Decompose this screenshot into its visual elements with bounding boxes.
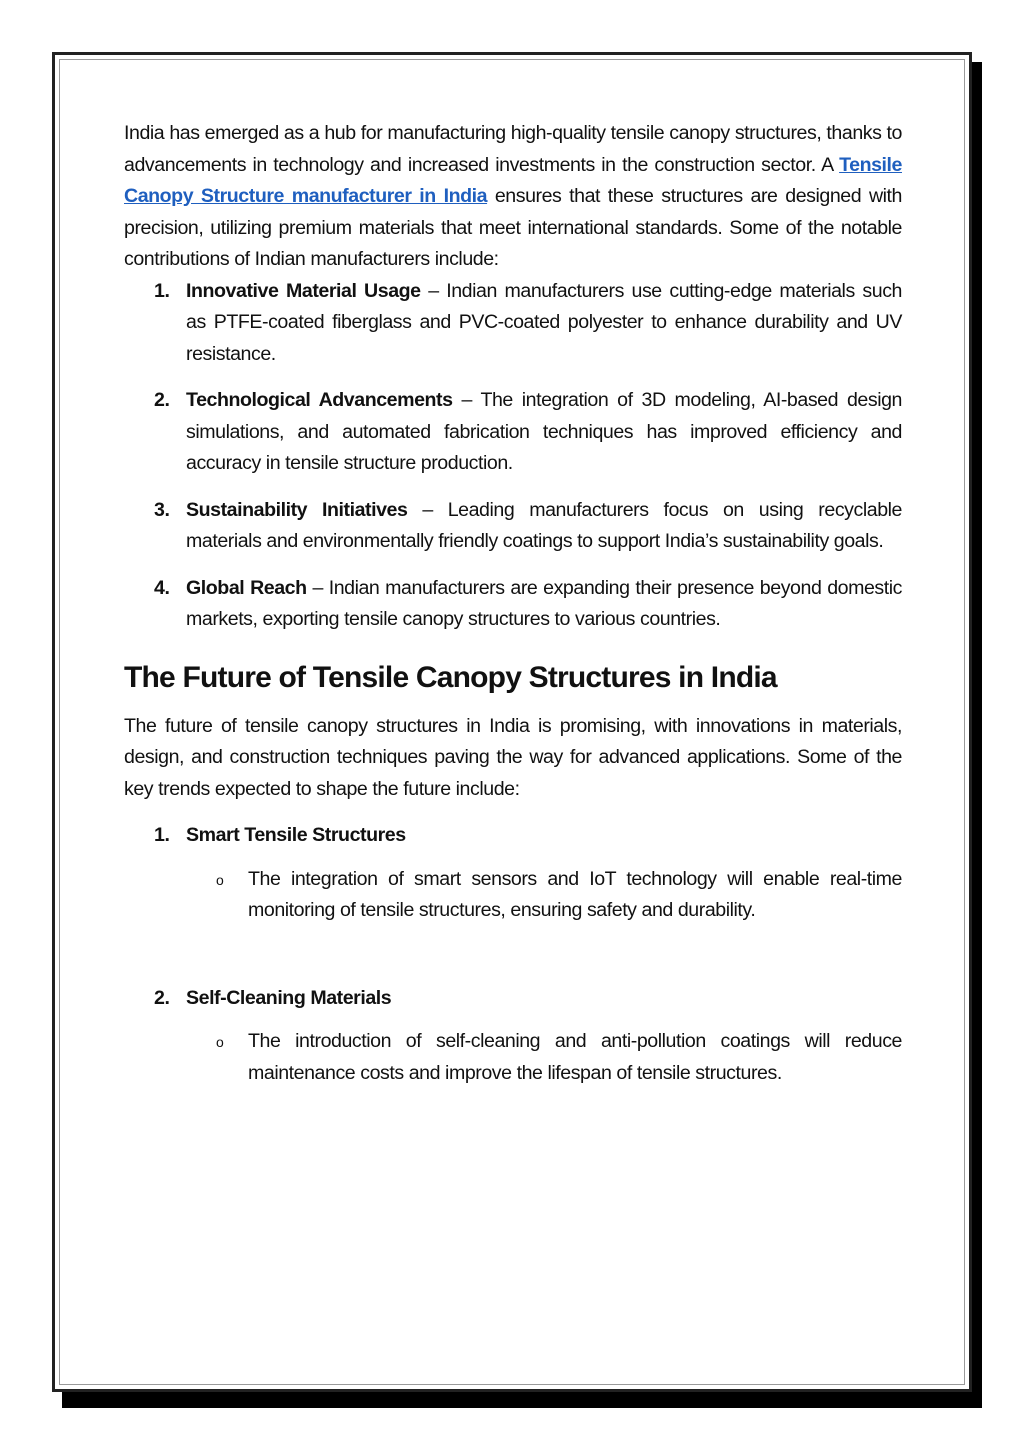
list-item-desc: – Indian manufacturers are expanding their presence beyond domestic markets, exporting tensile canopy structures to various countries. bbox=[186, 576, 902, 630]
intro-paragraph bbox=[124, 118, 902, 276]
list-item-title: Innovative Material Usage bbox=[186, 279, 421, 302]
contributions-list bbox=[124, 276, 902, 636]
list-number: 1. bbox=[154, 279, 170, 302]
list-item-title: Sustainability Initiatives bbox=[186, 498, 408, 521]
list-number: 4. bbox=[154, 576, 170, 599]
list-item bbox=[124, 385, 902, 480]
trend-point bbox=[124, 864, 902, 927]
manufacturer-link[interactable]: Tensile Canopy Structure manufacturer in India bbox=[124, 153, 902, 207]
trend-point bbox=[124, 1026, 902, 1089]
trend-title: Smart Tensile Structures bbox=[186, 824, 406, 846]
list-item bbox=[124, 495, 902, 558]
circle-bullet-icon: o bbox=[216, 1034, 224, 1050]
list-number: 1. bbox=[154, 824, 170, 846]
list-item-desc: – Leading manufacturers focus on using recyclable materials and environmentally friendly coatings to support India’s sustainability goals. bbox=[186, 498, 903, 552]
page-content bbox=[124, 118, 902, 1089]
list-item-desc: – The integration of 3D modeling, AI-based design simulations, and automated fabrication techniques has improved efficiency and accuracy in tensile structure production. bbox=[186, 389, 902, 474]
section-heading: The Future of Tensile Canopy Structures in India bbox=[124, 660, 777, 694]
intro-text-after-link: ensures that these structures are designed with precision, utilizing premium materials that meet international standards. Some of the notable contributions of Indian manufacturers include: bbox=[124, 185, 902, 270]
list-number: 2. bbox=[154, 986, 170, 1009]
trend-point-text: The integration of smart sensors and IoT technology will enable real-time monitoring of tensile structures, ensuring safety and durability. bbox=[248, 867, 902, 921]
trend-point-text: The introduction of self-cleaning and anti-pollution coatings will reduce maintenance costs and improve the lifespan of tensile structures. bbox=[248, 1030, 902, 1084]
list-number: 2. bbox=[154, 389, 170, 411]
list-item-desc: – Indian manufacturers use cutting-edge materials such as PTFE-coated fiberglass and PVC-coated polyester to enhance durability and UV resistance. bbox=[186, 279, 902, 365]
list-number: 3. bbox=[154, 498, 170, 521]
trend-heading bbox=[124, 820, 902, 852]
list-item-title: Technological Advancements bbox=[186, 389, 453, 411]
circle-bullet-icon: o bbox=[216, 871, 224, 888]
trend-heading bbox=[124, 983, 902, 1015]
intro-text-before-link: India has emerged as a hub for manufacturing high-quality tensile canopy structures, thanks to advancements in technology and increased investments in the construction sector. A bbox=[124, 122, 902, 176]
trends-list bbox=[124, 820, 902, 1089]
list-item bbox=[124, 276, 902, 371]
trend-title: Self-Cleaning Materials bbox=[186, 986, 392, 1009]
list-item bbox=[124, 573, 902, 636]
list-item-title: Global Reach bbox=[186, 576, 307, 599]
trend-item bbox=[124, 983, 902, 1090]
future-intro-paragraph: The future of tensile canopy structures in India is promising, with innovations in materials, design, and construction techniques paving the way for advanced applications. Some of the key trends expected to shape the future include: bbox=[124, 714, 902, 800]
trend-item bbox=[124, 820, 902, 927]
